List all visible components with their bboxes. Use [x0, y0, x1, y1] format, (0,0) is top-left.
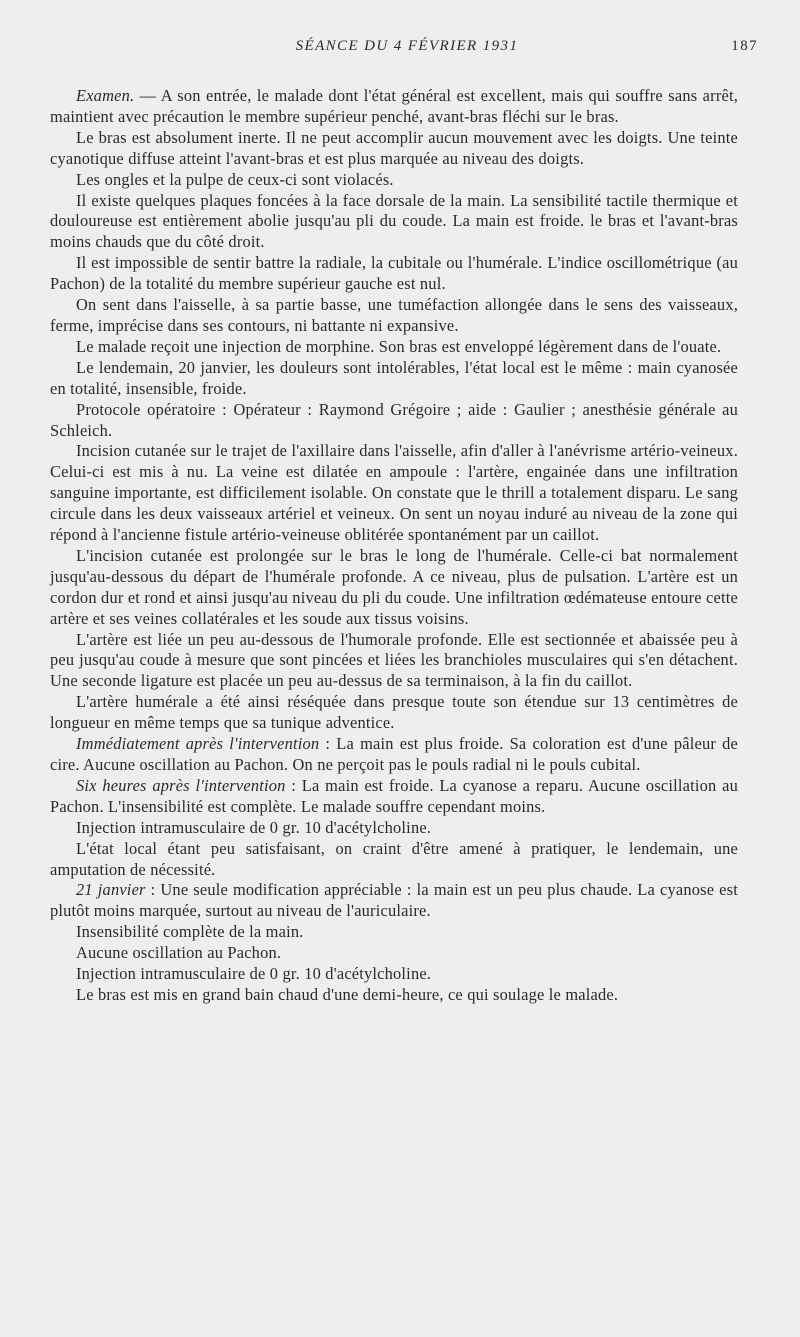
paragraph-text: Aucune oscillation au Pachon.: [76, 943, 282, 963]
paragraph-text: L'incision cutanée est prolongée sur le bras le long de l'humérale. Celle-ci bat normalement jusqu'au-dessous du départ de l'humérale profonde. A ce niveau, plus de pulsation. L'artère est un cordon dur et rond et ainsi jusqu'au niveau du pli du coude. Une infiltration œdémateuse entoure cette artère et ses veines collatérales et les soude aux tissus voisins.: [50, 545, 738, 628]
paragraph-text: : La main est froide. La cyanose a reparu. Aucune oscillation au Pachon. L'insensibilité est complète. Le malade souffre cependant moins.: [50, 775, 738, 816]
paragraph-text: Les ongles et la pulpe de ceux-ci sont violacés.: [76, 169, 394, 189]
paragraph: [50, 253, 738, 295]
paragraph: [50, 441, 738, 546]
paragraph: [50, 922, 738, 943]
paragraph-text: Incision cutanée sur le trajet de l'axillaire dans l'aisselle, afin d'aller à l'anévrisme artério-veineux. Celui-ci est mis à nu. La veine est dilatée en ampoule : l'artère, engainée dans une infiltration sanguine importante, est difficilement isolable. On constate que le thrill a totalement disparu. Le sang circule dans les deux vaisseaux artériel et veineux. On sent un noyau induré au niveau de la zone qui répond à l'ancienne fistule artério-veineuse oblitérée spontanément par un caillot.: [50, 441, 738, 545]
paragraph: [50, 964, 738, 985]
paragraph-lead: Immédiatement après l'intervention: [76, 734, 320, 754]
body-text: [50, 86, 738, 1006]
paragraph-text: L'artère humérale a été ainsi réséquée dans presque toute son étendue sur 13 centimètres de longueur en même temps que sa tunique adventice.: [50, 692, 738, 733]
paragraph: [50, 170, 738, 191]
paragraph: [50, 692, 738, 734]
paragraph: [50, 818, 738, 839]
paragraph-text: Le malade reçoit une injection de morphine. Son bras est enveloppé légèrement dans de l'ouate.: [76, 336, 722, 356]
paragraph: [50, 630, 738, 693]
paragraph-lead: Six heures après l'intervention: [76, 775, 286, 795]
running-title: SÉANCE DU 4 FÉVRIER 1931: [295, 38, 519, 54]
paragraph-text: Injection intramusculaire de 0 gr. 10 d'acétylcholine.: [76, 964, 432, 984]
paragraph-text: L'état local étant peu satisfaisant, on craint d'être amené à pratiquer, le lendemain, une amputation de nécessité.: [50, 838, 738, 879]
page-number: 187: [731, 38, 758, 54]
paragraph: [50, 546, 738, 630]
paragraph-text: Insensibilité complète de la main.: [76, 922, 304, 942]
paragraph-text: : La main est plus froide. Sa coloration est d'une pâleur de cire. Aucune oscillation au Pachon. On ne perçoit pas le pouls radial ni le pouls cubital.: [50, 734, 738, 774]
paragraph: [50, 734, 738, 776]
paragraph-text: L'artère est liée un peu au-dessous de l'humorale profonde. Elle est sectionnée et abaissée peu à peu jusqu'au coude à mesure que sont pincées et liées les branchioles musculaires qui s'en détachent. Une seconde ligature est placée un peu au-dessus de sa terminaison, à la fin du caillot.: [50, 629, 738, 691]
paragraph: [50, 295, 738, 337]
paragraph-text: Protocole opératoire : Opérateur : Raymond Grégoire ; aide : Gaulier ; anesthésie générale au Schleich.: [50, 399, 738, 440]
paragraph: [50, 358, 738, 400]
paragraph: [50, 839, 738, 881]
running-header: [50, 38, 758, 62]
paragraph-text: — A son entrée, le malade dont l'état général est excellent, mais qui souffre sans arrêt, maintient avec précaution le membre supérieur penché, avant-bras fléchi sur le bras.: [50, 86, 738, 126]
paragraph-text: On sent dans l'aisselle, à sa partie basse, une tuméfaction allongée dans le sens des vaisseaux, ferme, imprécise dans ses contours, ni battante ni expansive.: [50, 295, 738, 335]
paragraph: [50, 191, 738, 254]
paragraph-text: Le lendemain, 20 janvier, les douleurs sont intolérables, l'état local est le même : main cyanosée en totalité, insensible, froide.: [50, 357, 738, 398]
paragraph: [50, 880, 738, 922]
paragraph: [50, 400, 738, 442]
paragraph: [50, 337, 738, 358]
paragraph-text: Injection intramusculaire de 0 gr. 10 d'acétylcholine.: [76, 817, 432, 837]
paragraph: [50, 128, 738, 170]
paragraph: [50, 985, 738, 1006]
paragraph: [50, 943, 738, 964]
paragraph: [50, 86, 738, 128]
paragraph-text: Il est impossible de sentir battre la radiale, la cubitale ou l'humérale. L'indice oscillométrique (au Pachon) de la totalité du membre supérieur gauche est nul.: [50, 253, 738, 294]
paragraph-text: Le bras est mis en grand bain chaud d'une demi-heure, ce qui soulage le malade.: [76, 984, 619, 1004]
paragraph: [50, 776, 738, 818]
paragraph-text: : Une seule modification appréciable : la main est un peu plus chaude. La cyanose est plutôt moins marquée, surtout au niveau de l'auriculaire.: [50, 880, 738, 921]
paragraph-lead: 21 janvier: [76, 880, 146, 900]
paragraph-lead: Examen.: [76, 86, 135, 105]
paragraph-text: Le bras est absolument inerte. Il ne peut accomplir aucun mouvement avec les doigts. Une teinte cyanotique diffuse atteint l'avant-bras et est plus marquée au niveau des doigts.: [50, 127, 738, 168]
paragraph-text: Il existe quelques plaques foncées à la face dorsale de la main. La sensibilité tactile thermique et douloureuse est entièrement abolie jusqu'au pli du coude. La main est froide. le bras et l'avant-bras moins chauds que du côté droit.: [50, 190, 738, 252]
